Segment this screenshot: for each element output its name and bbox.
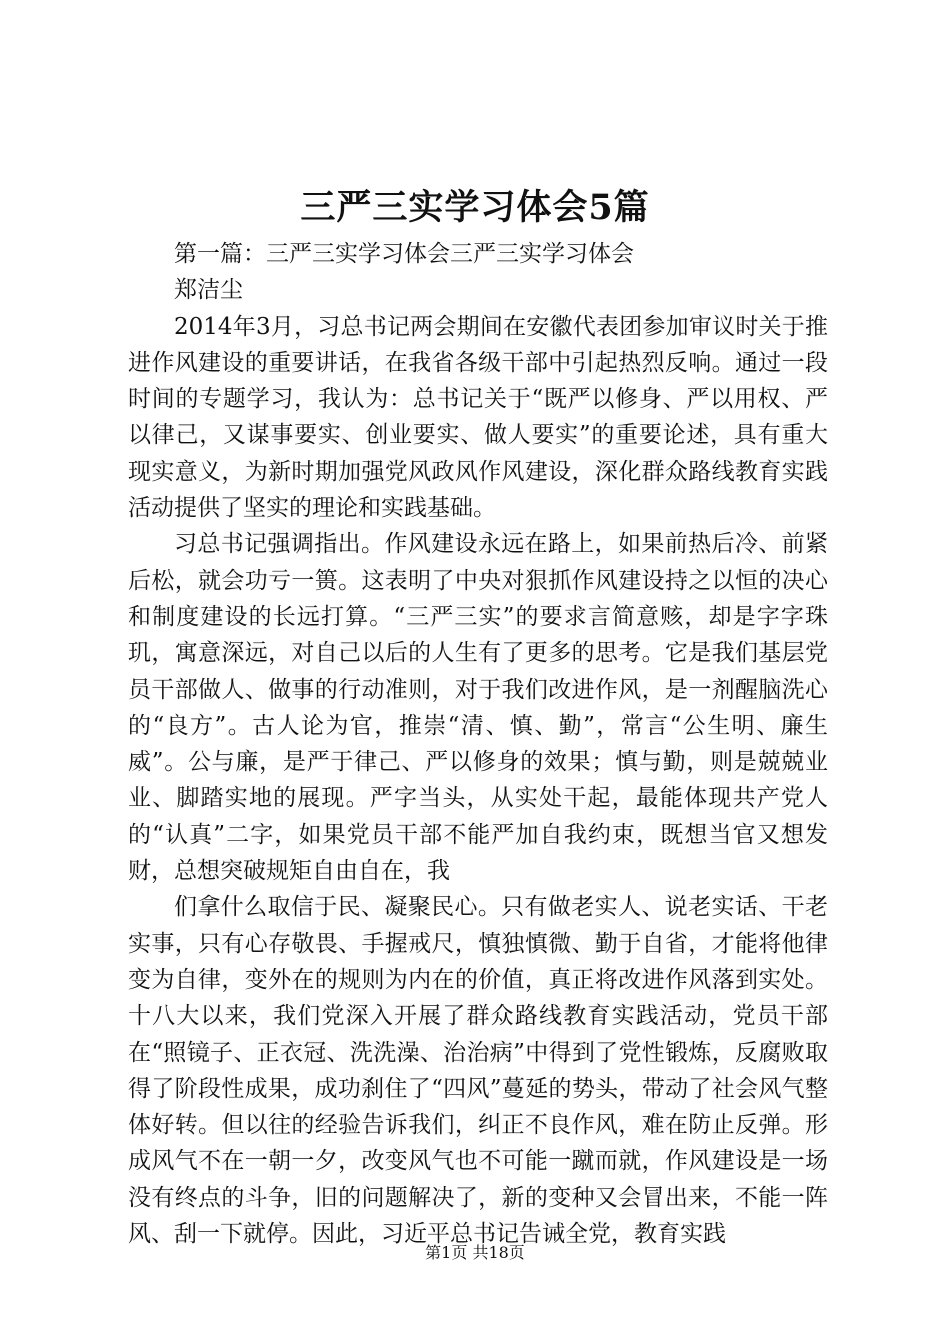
paragraph-3: 们拿什么取信于民、凝聚民心。只有做老实人、说老实话、干老实事，只有心存敬畏、手握戒尺，慎独慎微、勤于自省，才能将他律变为自律，变外在的规则为内在的价值，真正将改进作风落到实处。十八大以来，我们党深入开展了群众路线教育实践活动，党员干部在“照镜子、正衣冠、洗洗澡、治治病”中得到了党性锻炼，反腐败取得了阶段性成果，成功刹住了“四风”蔓延的势头，带动了社会风气整体好转。但以往的经验告诉我们，纠正不良作风，难在防止反弹。形成风气不在一朝一夕，改变风气也不可能一蹴而就，作风建设是一场没有终点的斗争，旧的问题解决了，新的变种又会冒出来，不能一阵风、刮一下就停。因此，习近平总书记告诫全党，教育实践 [128,894,828,1248]
author-name: 郑洁尘 [174,277,243,304]
section-heading: 第一篇：三严三实学习体会三严三实学习体会 [174,241,634,267]
paragraph-2: 习总书记强调指出。作风建设永远在路上，如果前热后冷、前紧后松，就会功亏一篑。这表明了中央对狠抓作风建设持之以恒的决心和制度建设的长远打算。“三严三实”的要求言简意赅，却是字字珠玑，寓意深远，对自己以后的人生有了更多的思考。它是我们基层党员干部做人、做事的行动准则，对于我们改进作风，是一剂醒脑洗心的“良方”。古人论为官，推崇“清、慎、勤”，常言“公生明、廉生威”。公与廉，是严于律己、严以修身的效果；慎与勤，则是兢兢业业、脚踏实地的展现。严字当头，从实处干起，最能体现共产党人的“认真”二字，如果党员干部不能严加自我约束，既想当官又想发财，总想突破规矩自由自在，我 [128,531,828,885]
document-title: 三严三实学习体会5篇 [300,187,650,228]
paragraph-1: 2014年3月，习总书记两会期间在安徽代表团参加审议时关于推进作风建设的重要讲话，在我省各级干部中引起热烈反响。通过一段时间的专题学习，我认为：总书记关于“既严以修身、严以用权、严以律己，又谋事要实、创业要实、做人要实”的重要论述，具有重大现实意义，为新时期加强党风政风作风建设，深化群众路线教育实践活动提供了坚实的理论和实践基础。 [128,313,828,522]
page-footer: 第1页 共18页 [425,1243,525,1262]
document-body [128,236,828,1252]
